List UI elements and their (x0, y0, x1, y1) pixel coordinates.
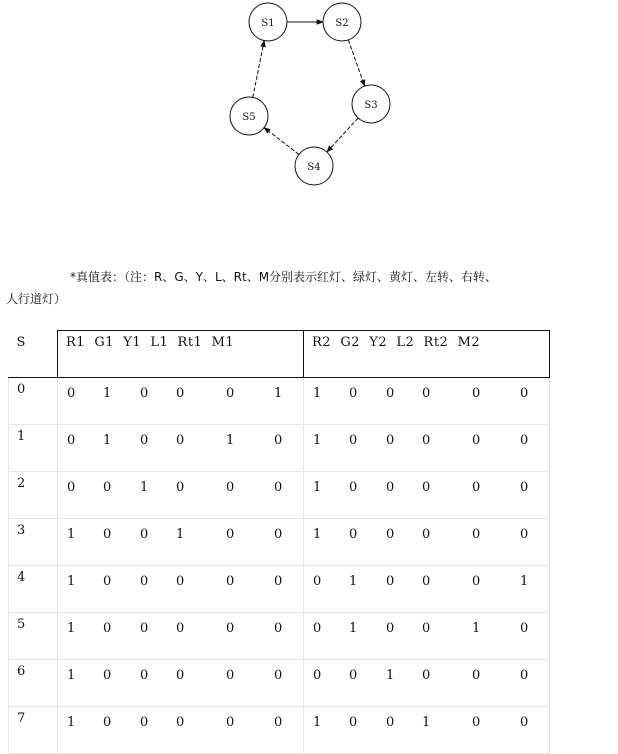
signal-value: 0 (313, 573, 322, 589)
signal-value: 1 (103, 385, 112, 401)
signal-value: 0 (103, 714, 112, 730)
transition-arrow-s3-s4 (327, 118, 358, 152)
signal-value: 0 (226, 573, 235, 589)
note-line-1: *真值表：（注：R、G、Y、L、Rt、M分别表示红灯、绿灯、黄灯、左转、右转、 (70, 270, 498, 284)
state-cell: 4 (9, 565, 58, 612)
signal-value: 0 (349, 667, 358, 683)
signal-value: 0 (313, 667, 322, 683)
state-label-s5: S5 (242, 112, 256, 123)
state-cell: 5 (9, 612, 58, 659)
signal-group-2-cell (304, 471, 550, 518)
header-group-1 (58, 331, 304, 378)
state-label-s3: S3 (364, 100, 378, 111)
signal-group-2-cell (304, 612, 550, 659)
signal-value: 0 (386, 526, 395, 542)
state-cell: 7 (9, 706, 58, 753)
signal-value: 1 (349, 620, 358, 636)
signal-group-1-cell (58, 565, 304, 612)
signal-value: 0 (386, 385, 395, 401)
signal-value: 0 (176, 479, 185, 495)
signal-value: 0 (422, 479, 431, 495)
signal-group-2-cell (304, 659, 550, 706)
signal-group-2-cell (304, 706, 550, 753)
table-header-row (9, 331, 550, 378)
signal-group-1-cell (58, 659, 304, 706)
signal-value: 0 (140, 385, 149, 401)
state-transitions (253, 22, 365, 154)
signal-value: 0 (176, 714, 185, 730)
signal-value: 0 (386, 573, 395, 589)
signal-value: 0 (422, 620, 431, 636)
signal-value: 0 (386, 432, 395, 448)
transition-arrow-s4-s5 (264, 128, 299, 155)
signal-value: 0 (103, 573, 112, 589)
signal-value: 0 (103, 620, 112, 636)
signal-group-1-cell (58, 377, 304, 424)
signal-value: 0 (140, 573, 149, 589)
signal-value: 0 (103, 667, 112, 683)
signal-group-1-cell (58, 518, 304, 565)
signal-group-2-cell (304, 565, 550, 612)
signal-value: 0 (226, 385, 235, 401)
signal-value: 0 (140, 620, 149, 636)
signal-value: 0 (386, 714, 395, 730)
signal-value: 0 (103, 526, 112, 542)
signal-value: 0 (386, 620, 395, 636)
table-row (9, 518, 550, 565)
signal-value: 1 (67, 667, 76, 683)
signal-value: 0 (422, 526, 431, 542)
state-label-s1: S1 (261, 18, 275, 29)
signal-value: 0 (226, 479, 235, 495)
signal-value: 0 (472, 385, 481, 401)
signal-value: 0 (520, 620, 529, 636)
signal-value: 0 (103, 479, 112, 495)
signal-value: 1 (226, 432, 235, 448)
signal-value: 0 (67, 385, 76, 401)
signal-group-1-cell (58, 424, 304, 471)
signal-value: 0 (226, 526, 235, 542)
signal-value: 0 (140, 432, 149, 448)
signal-value: 0 (67, 479, 76, 495)
signal-group-2-cell (304, 377, 550, 424)
signal-group-1-cell (58, 706, 304, 753)
signal-value: 1 (313, 714, 322, 730)
signal-value: 0 (226, 714, 235, 730)
signal-value: 1 (140, 479, 149, 495)
signal-value: 0 (140, 714, 149, 730)
signal-value: 0 (274, 714, 283, 730)
state-label-s2: S2 (335, 18, 349, 29)
signal-value: 0 (520, 526, 529, 542)
signal-value: 1 (67, 526, 76, 542)
signal-value: 0 (274, 667, 283, 683)
signal-group-1-cell (58, 612, 304, 659)
table-row (9, 612, 550, 659)
signal-value: 1 (349, 573, 358, 589)
signal-value: 0 (422, 667, 431, 683)
signal-value: 0 (274, 479, 283, 495)
signal-value: 0 (472, 479, 481, 495)
signal-value: 0 (422, 432, 431, 448)
header-group-1-labels: R1 G1 Y1 L1 Rt1 M1 (66, 335, 235, 350)
signal-value: 0 (140, 667, 149, 683)
signal-value: 0 (67, 432, 76, 448)
table-row (9, 659, 550, 706)
signal-value: 0 (472, 573, 481, 589)
header-group-2 (304, 331, 550, 378)
header-state: S (9, 331, 58, 378)
signal-value: 0 (349, 432, 358, 448)
signal-value: 0 (226, 620, 235, 636)
signal-group-2-cell (304, 518, 550, 565)
signal-value: 0 (349, 526, 358, 542)
signal-value: 0 (313, 620, 322, 636)
signal-value: 0 (472, 714, 481, 730)
signal-value: 0 (472, 432, 481, 448)
signal-value: 0 (349, 714, 358, 730)
signal-value: 0 (520, 667, 529, 683)
signal-value: 1 (472, 620, 481, 636)
signal-value: 0 (422, 573, 431, 589)
state-label-s4: S4 (307, 162, 321, 173)
signal-value: 0 (176, 573, 185, 589)
signal-value: 0 (349, 385, 358, 401)
state-cell: 3 (9, 518, 58, 565)
signal-value: 1 (313, 526, 322, 542)
signal-value: 0 (386, 479, 395, 495)
signal-value: 1 (313, 479, 322, 495)
signal-value: 1 (67, 620, 76, 636)
truth-table-note (6, 266, 612, 310)
signal-value: 0 (274, 573, 283, 589)
signal-value: 0 (274, 432, 283, 448)
signal-value: 1 (386, 667, 395, 683)
state-cell: 6 (9, 659, 58, 706)
table-row (9, 565, 550, 612)
state-cell: 1 (9, 424, 58, 471)
signal-group-1-cell (58, 471, 304, 518)
table-row (9, 377, 550, 424)
table-row (9, 706, 550, 753)
signal-value: 0 (226, 667, 235, 683)
note-line-2: 人行道灯） (6, 292, 67, 306)
transition-arrow-s2-s3 (348, 40, 364, 86)
signal-value: 1 (67, 714, 76, 730)
truth-table (8, 330, 550, 754)
signal-value: 1 (274, 385, 283, 401)
signal-value: 0 (520, 714, 529, 730)
signal-value: 1 (313, 385, 322, 401)
header-group-2-labels: R2 G2 Y2 L2 Rt2 M2 (312, 335, 481, 350)
signal-value: 0 (274, 620, 283, 636)
signal-value: 0 (274, 526, 283, 542)
signal-value: 0 (520, 479, 529, 495)
signal-value: 1 (67, 573, 76, 589)
signal-value: 0 (176, 620, 185, 636)
signal-value: 0 (176, 432, 185, 448)
signal-value: 0 (349, 479, 358, 495)
table-row (9, 471, 550, 518)
signal-value: 0 (472, 667, 481, 683)
signal-value: 0 (140, 526, 149, 542)
state-nodes (230, 3, 390, 185)
signal-value: 1 (103, 432, 112, 448)
state-cell: 0 (9, 377, 58, 424)
signal-value: 0 (520, 385, 529, 401)
signal-value: 0 (176, 667, 185, 683)
signal-value: 1 (176, 526, 185, 542)
transition-arrow-s5-s1 (253, 41, 264, 98)
signal-value: 1 (520, 573, 529, 589)
signal-value: 0 (422, 385, 431, 401)
signal-value: 1 (313, 432, 322, 448)
table-row (9, 424, 550, 471)
state-cell: 2 (9, 471, 58, 518)
signal-group-2-cell (304, 424, 550, 471)
state-diagram (0, 0, 618, 200)
signal-value: 1 (422, 714, 431, 730)
signal-value: 0 (176, 385, 185, 401)
signal-value: 0 (520, 432, 529, 448)
signal-value: 0 (472, 526, 481, 542)
